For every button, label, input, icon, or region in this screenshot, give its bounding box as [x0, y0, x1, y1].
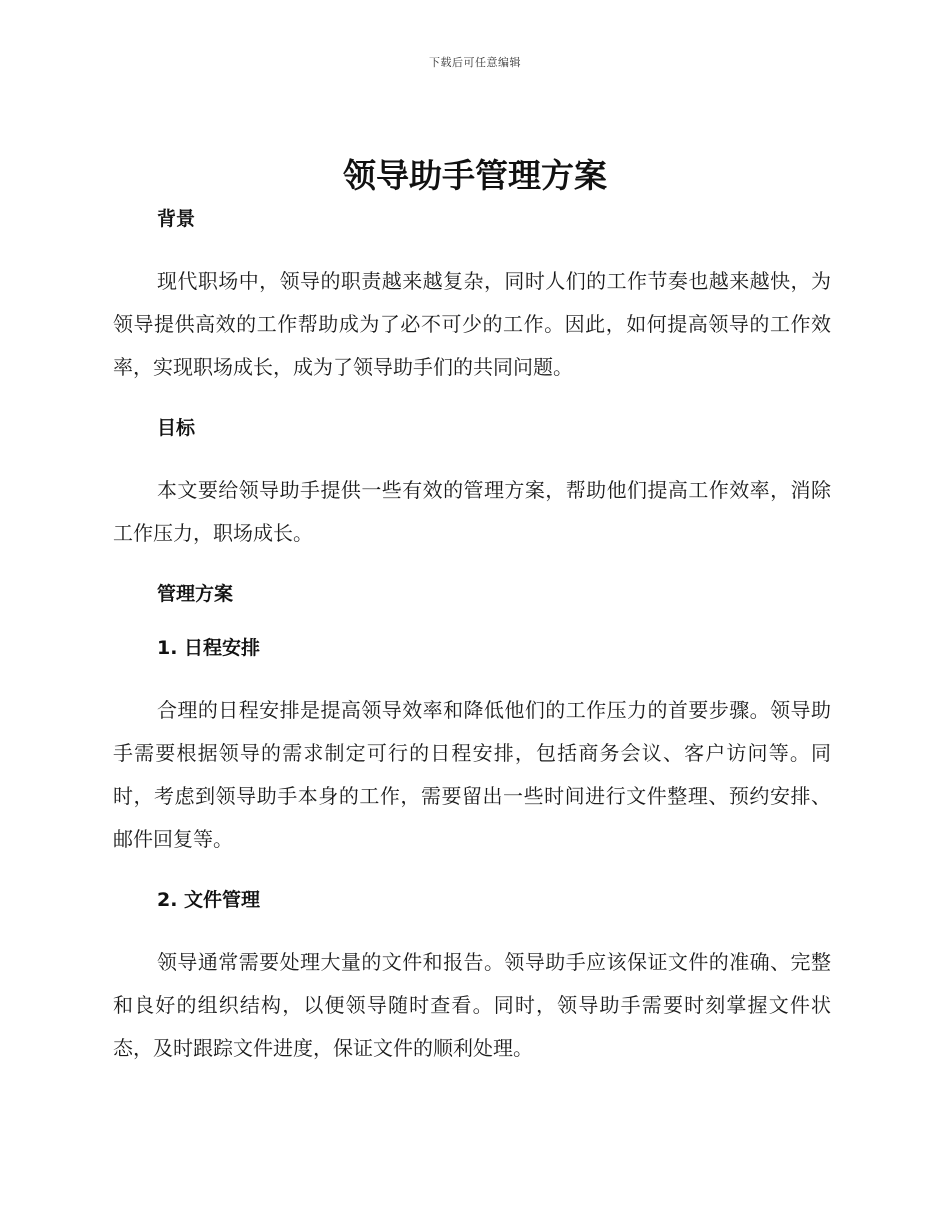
section-paragraph: 本文要给领导助手提供一些有效的管理方案，帮助他们提高工作效率，消除工作压力，职场成长。 [113, 478, 831, 545]
document-title: 领导助手管理方案 [343, 156, 607, 195]
section-schedule [113, 629, 831, 861]
section-heading: 背景 [157, 208, 196, 230]
section-paragraph: 现代职场中，领导的职责越来越复杂，同时人们的工作节奏也越来越快，为领导提供高效的工作帮助成为了必不可少的工作。因此，如何提高领导的工作效率，实现职场成长，成为了领导助手们的共同问题。 [113, 269, 831, 379]
section-heading: 2. 文件管理 [157, 889, 261, 911]
section-goal [113, 409, 831, 555]
section-files [113, 881, 831, 1070]
section-paragraph: 领导通常需要处理大量的文件和报告。领导助手应该保证文件的准确、完整和良好的组织结构，以便领导随时查看。同时，领导助手需要时刻掌握文件状态，及时跟踪文件进度，保证文件的顺利处理。 [113, 950, 831, 1060]
document-body [113, 200, 831, 1070]
section-background [113, 200, 831, 389]
header-note: 下载后可任意编辑 [429, 56, 521, 69]
section-plan [113, 575, 831, 613]
section-heading: 1. 日程安排 [157, 637, 261, 659]
section-heading: 管理方案 [157, 583, 234, 605]
section-paragraph: 合理的日程安排是提高领导效率和降低他们的工作压力的首要步骤。领导助手需要根据领导的需求制定可行的日程安排，包括商务会议、客户访问等。同时，考虑到领导助手本身的工作，需要留出一些时间进行文件整理、预约安排、邮件回复等。 [113, 698, 831, 851]
section-heading: 目标 [157, 417, 196, 439]
